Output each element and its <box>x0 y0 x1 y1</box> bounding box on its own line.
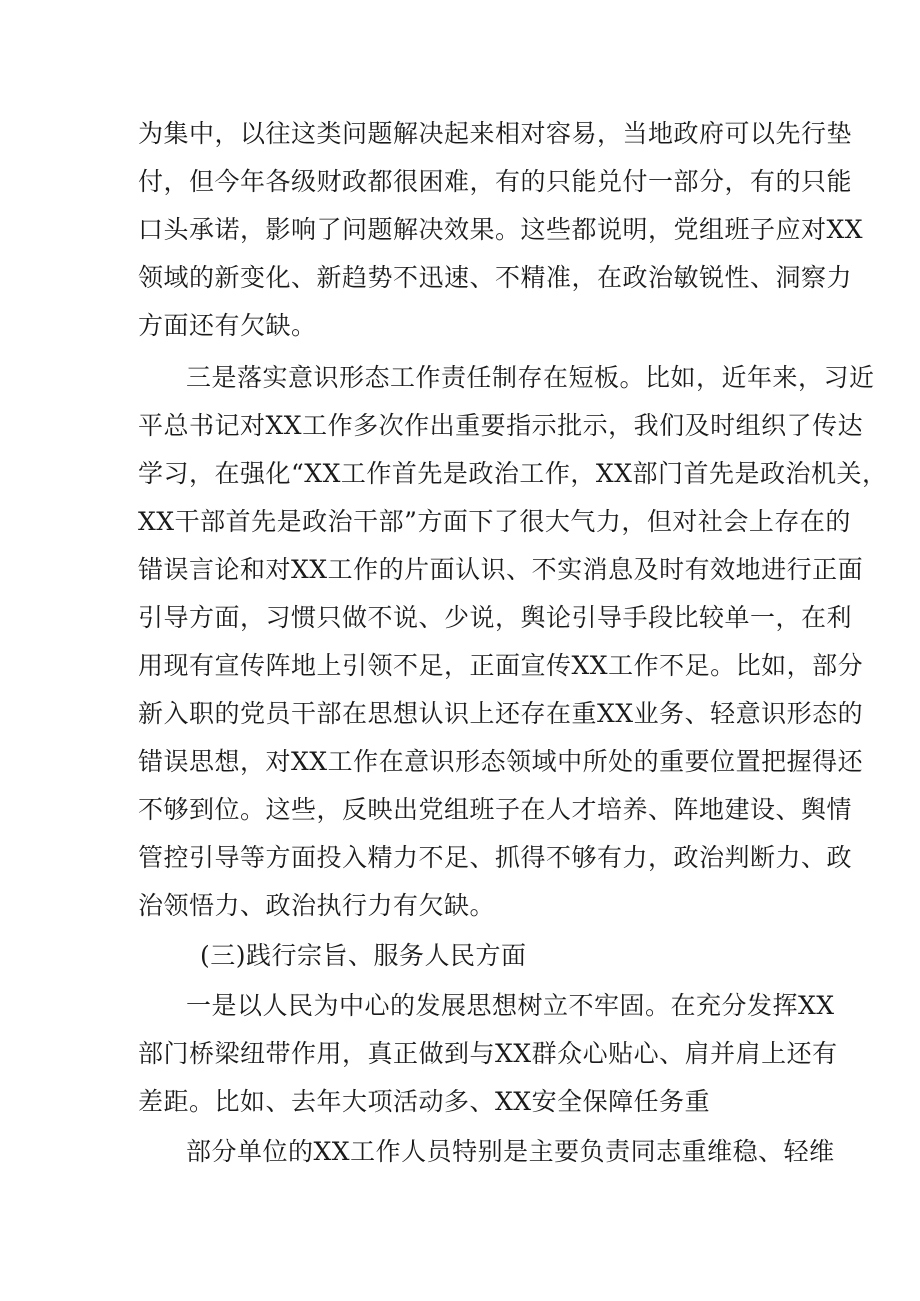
text-line-13: 新入职的党员干部在思想认识上还存在重XX业务、轻意识形态的 <box>138 699 864 728</box>
text-line-8: 学习，在强化“XX工作首先是政治工作，XX部门首先是政治机关， <box>138 459 888 488</box>
text-line-1: 为集中，以往这类问题解决起来相对容易，当地政府可以先行垫 <box>138 119 853 148</box>
paragraph-one-start: 一是以人民为中心的发展思想树立不牢固。在充分发挥XX <box>186 991 835 1020</box>
text-line-14: 错误思想，对XX工作在意识形态领域中所处的重要位置把握得还 <box>138 747 864 776</box>
paragraph-continuation: 部分单位的XX工作人员特别是主要负责同志重维稳、轻维 <box>186 1137 835 1166</box>
text-line-21: 差距。比如、去年大项活动多、XX安全保障任务重 <box>138 1087 711 1116</box>
text-line-10: 错误言论和对XX工作的片面认识、不实消息及时有效地进行正面 <box>138 555 864 584</box>
text-line-5: 方面还有欠缺。 <box>138 311 317 340</box>
text-line-16: 管控引导等方面投入精力不足、抓得不够有力，政治判断力、政 <box>138 843 853 872</box>
section-heading: (三)践行宗旨、服务人民方面 <box>200 941 527 970</box>
text-line-9: XX干部首先是政治干部”方面下了很大气力，但对社会上存在的 <box>138 507 851 536</box>
text-line-4: 领域的新变化、新趋势不迅速、不精准，在政治敏锐性、洞察力 <box>138 263 853 292</box>
text-line-2: 付，但今年各级财政都很困难，有的只能兑付一部分，有的只能 <box>138 167 853 196</box>
text-line-11: 引导方面，习惯只做不说、少说，舆论引导手段比较单一，在利 <box>138 603 853 632</box>
text-line-7: 平总书记对XX工作多次作出重要指示批示，我们及时组织了传达 <box>138 411 864 440</box>
text-line-3: 口头承诺，影响了问题解决效果。这些都说明，党组班子应对XX <box>138 215 864 244</box>
text-line-15: 不够到位。这些，反映出党组班子在人才培养、阵地建设、舆情 <box>138 795 853 824</box>
text-line-17: 治领悟力、政治执行力有欠缺。 <box>138 891 496 920</box>
text-line-12: 用现有宣传阵地上引领不足，正面宣传XX工作不足。比如，部分 <box>138 651 864 680</box>
text-line-20: 部门桥梁纽带作用，真正做到与XX群众心贴心、肩并肩上还有 <box>138 1039 838 1068</box>
paragraph-three-start: 三是落实意识形态工作责任制存在短板。比如，近年来，习近 <box>186 363 875 392</box>
